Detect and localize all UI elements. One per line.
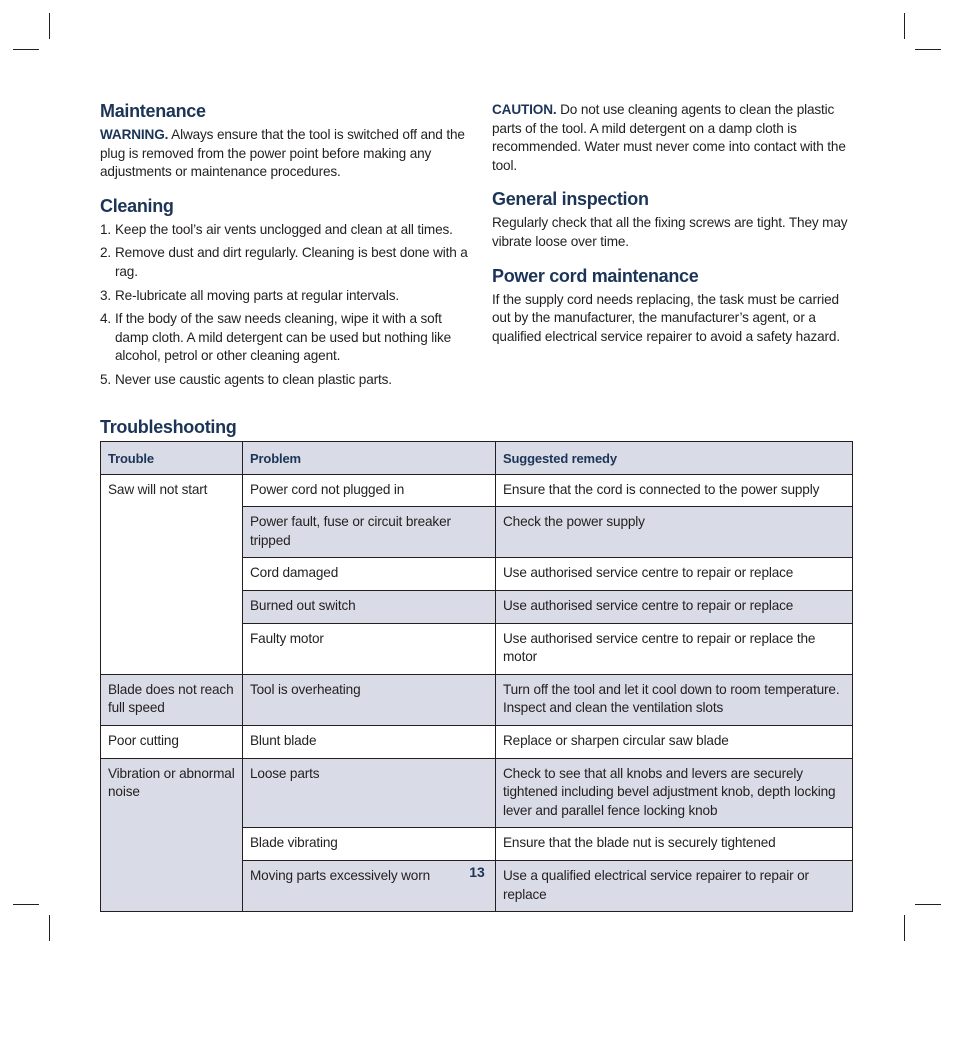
cleaning-list-item [100, 310, 468, 366]
problem-cell: Cord damaged [243, 558, 496, 591]
problem-cell: Blunt blade [243, 725, 496, 758]
cleaning-list [100, 221, 468, 390]
remedy-cell: Use authorised service centre to repair or replace [496, 590, 853, 623]
remedy-cell: Use authorised service centre to repair or replace [496, 558, 853, 591]
problem-cell: Loose parts [243, 758, 496, 828]
troubleshooting-table [100, 441, 853, 912]
cleaning-heading: Cleaning [100, 195, 174, 216]
remedy-cell: Check the power supply [496, 507, 853, 558]
page-number: 13 [469, 864, 485, 880]
warning-text: Always ensure that the tool is switched off and the plug is removed from the power point before making any adjustments or maintenance procedures. [100, 127, 465, 180]
warning-paragraph [100, 126, 468, 182]
crop-mark [915, 49, 941, 50]
list-item-text: Keep the tool’s air vents unclogged and clean at all times. [115, 221, 453, 237]
problem-cell: Moving parts excessively worn [243, 860, 496, 911]
problem-cell: Tool is overheating [243, 674, 496, 725]
column-header-problem: Problem [243, 442, 496, 475]
general-inspection-text: Regularly check that all the fixing screws are tight. They may vibrate loose over time. [492, 215, 848, 249]
remedy-cell: Ensure that the cord is connected to the power supply [496, 474, 853, 507]
problem-cell: Burned out switch [243, 590, 496, 623]
crop-mark [49, 915, 50, 941]
list-item-number: 3. [100, 287, 112, 303]
remedy-cell: Use a qualified electrical service repairer to repair or replace [496, 860, 853, 911]
caution-paragraph [492, 101, 854, 175]
warning-label: WARNING. [100, 127, 169, 142]
power-cord-text: If the supply cord needs replacing, the task must be carried out by the manufacturer, the manufacturer’s agent, or a qualified electrical service repairer to avoid a safety hazard. [492, 291, 840, 344]
table-row [101, 474, 853, 507]
list-item-text: If the body of the saw needs cleaning, wipe it with a soft damp cloth. A mild detergent can be used but nothing like alcohol, petrol or other cleaning agent. [115, 311, 452, 364]
cleaning-list-item [100, 244, 468, 281]
cleaning-list-item [100, 221, 468, 240]
problem-cell: Blade vibrating [243, 828, 496, 861]
list-item-number: 1. [100, 221, 112, 237]
problem-cell: Faulty motor [243, 623, 496, 674]
trouble-cell: Vibration or abnormal noise [101, 758, 243, 912]
trouble-cell: Poor cutting [101, 725, 243, 758]
remedy-cell: Turn off the tool and let it cool down to room temperature. Inspect and clean the ventilation slots [496, 674, 853, 725]
column-header-trouble: Trouble [101, 442, 243, 475]
trouble-cell: Blade does not reach full speed [101, 674, 243, 725]
table-row [101, 758, 853, 828]
crop-mark [915, 904, 941, 905]
problem-cell: Power fault, fuse or circuit breaker tripped [243, 507, 496, 558]
table-row [101, 725, 853, 758]
right-column [492, 100, 854, 346]
cleaning-list-item [100, 371, 468, 390]
list-item-text: Re-lubricate all moving parts at regular intervals. [115, 287, 399, 303]
caution-text: Do not use cleaning agents to clean the plastic parts of the tool. A mild detergent on a damp cloth is recommended. Water must never come into contact with the tool. [492, 102, 846, 173]
crop-mark [904, 13, 905, 39]
caution-label: CAUTION. [492, 102, 557, 117]
left-column [100, 100, 468, 395]
list-item-number: 2. [100, 245, 112, 261]
list-item-text: Remove dust and dirt regularly. Cleaning is best done with a rag. [115, 245, 468, 279]
list-item-number: 5. [100, 371, 112, 387]
trouble-cell: Saw will not start [101, 474, 243, 674]
table-row [101, 674, 853, 725]
cleaning-list-item [100, 287, 468, 306]
column-header-remedy: Suggested remedy [496, 442, 853, 475]
troubleshooting-heading: Troubleshooting [100, 417, 237, 437]
general-inspection-heading: General inspection [492, 189, 649, 210]
list-item-text: Never use caustic agents to clean plastic parts. [115, 371, 392, 387]
remedy-cell: Use authorised service centre to repair or replace the motor [496, 623, 853, 674]
crop-mark [49, 13, 50, 39]
crop-mark [13, 904, 39, 905]
remedy-cell: Replace or sharpen circular saw blade [496, 725, 853, 758]
remedy-cell: Check to see that all knobs and levers are securely tightened including bevel adjustment knob, depth locking lever and parallel fence locking knob [496, 758, 853, 828]
problem-cell: Power cord not plugged in [243, 474, 496, 507]
list-item-number: 4. [100, 311, 112, 327]
maintenance-heading: Maintenance [100, 101, 206, 121]
power-cord-heading: Power cord maintenance [492, 265, 699, 286]
crop-mark [13, 49, 39, 50]
remedy-cell: Ensure that the blade nut is securely tightened [496, 828, 853, 861]
crop-mark [904, 915, 905, 941]
table-header-row [101, 442, 853, 475]
